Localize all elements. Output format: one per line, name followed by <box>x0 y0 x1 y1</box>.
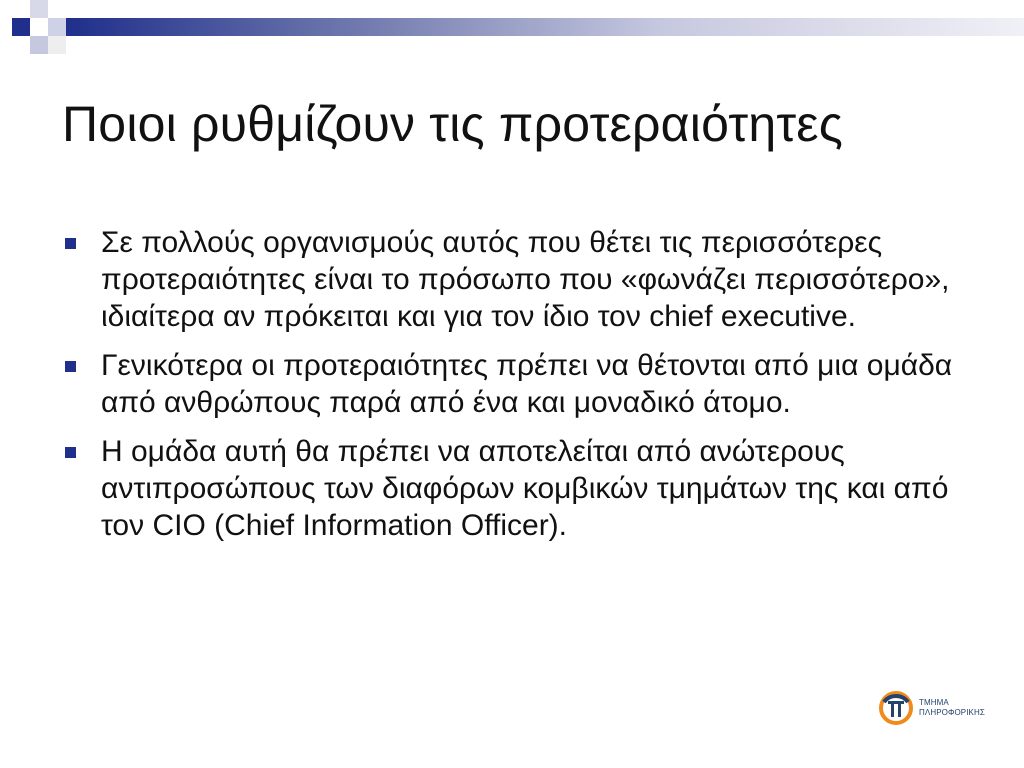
decorative-square <box>48 36 66 54</box>
square-bullet-icon <box>65 447 76 458</box>
bullet-text: Η ομάδα αυτή θα πρέπει να αποτελείται από ανώτερους αντιπροσώπους των διαφόρων κομβικών τμημάτων της και από τον CIO (Chief Information Officer). <box>101 435 949 542</box>
decorative-square <box>30 36 48 54</box>
square-bullet-icon <box>65 238 76 249</box>
bullet-item <box>62 433 982 544</box>
decorative-square <box>48 18 66 36</box>
decorative-square <box>30 0 48 18</box>
logo-text-line-2: ΠΛΗΡΟΦΟΡΙΚΗΣ <box>919 708 985 717</box>
top-gradient-bar <box>66 18 1024 36</box>
square-bullet-icon <box>65 361 76 372</box>
bullet-item <box>62 224 982 335</box>
bullet-text: Γενικότερα οι προτεραιότητες πρέπει να θέτονται από μια ομάδα από ανθρώπους παρά από ένα και μοναδικό άτομο. <box>101 349 953 419</box>
logo-text-line-1: ΤΜΗΜΑ <box>919 698 949 707</box>
slide-title: Ποιοι ρυθμίζουν τις προτεραιότητες <box>62 96 844 152</box>
bullet-item <box>62 347 982 421</box>
bullet-text: Σε πολλούς οργανισμούς αυτός που θέτει τις περισσότερες προτεραιότητες είναι το πρόσωπο που «φωνάζει περισσότερο», ιδιαίτερα αν πρόκειται και για τον ίδιο τον chief executive. <box>101 226 950 333</box>
decorative-square <box>12 18 30 36</box>
bullet-list <box>62 224 982 556</box>
department-logo <box>876 688 992 728</box>
department-logo-icon <box>876 688 916 728</box>
